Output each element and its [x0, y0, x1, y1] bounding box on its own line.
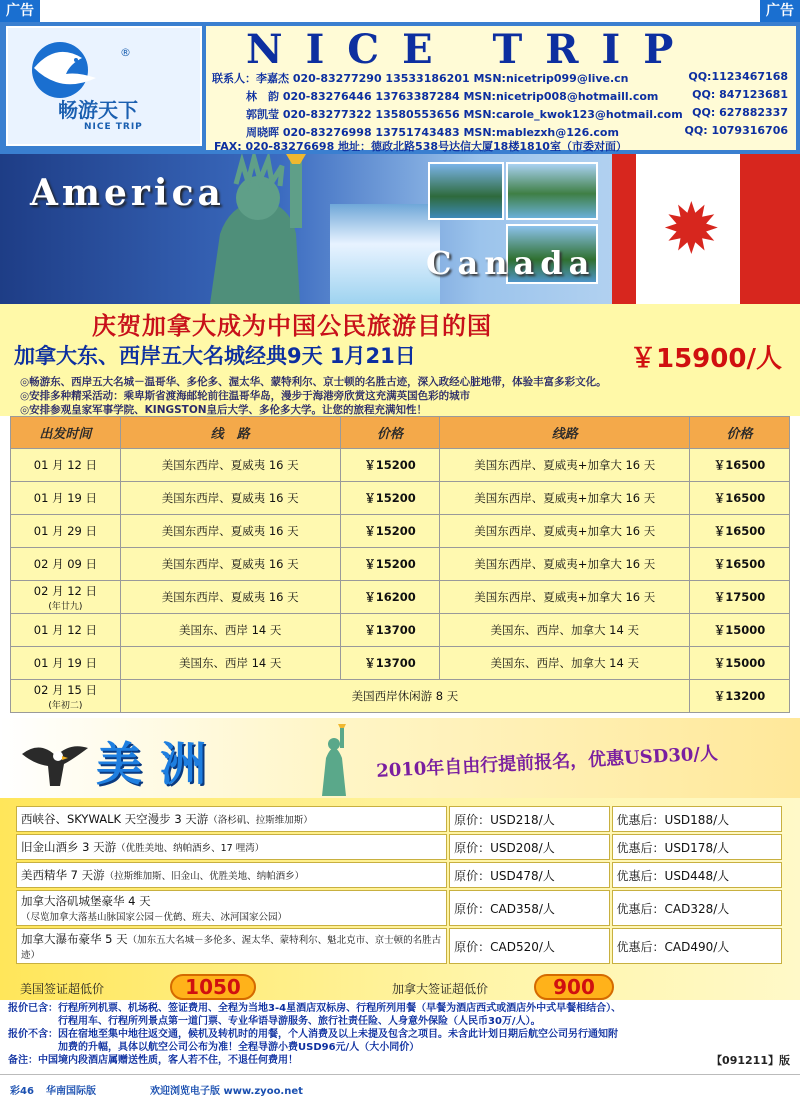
promo-title: 庆贺加拿大成为中国公民旅游目的国: [92, 312, 492, 340]
ca-visa-price: 900: [534, 974, 614, 1000]
route-cell: 美国东西岸、夏威夷+加拿大 16 天: [440, 548, 690, 581]
forest-photo: [506, 162, 598, 220]
date-cell: 01 月 12 日: [11, 449, 121, 482]
date-cell: 02 月 15 日 (年初二): [11, 680, 121, 713]
hero-banner: [0, 154, 800, 304]
price-cell: ￥15200: [340, 449, 440, 482]
maple-leaf-icon: ✹: [662, 188, 721, 270]
price-cell: ￥15000: [690, 647, 790, 680]
package-row[interactable]: [16, 928, 782, 964]
package-row[interactable]: [16, 890, 782, 926]
note-line: 行程用车、行程所列景点第一道门票、专业华语导游服务、旅行社责任险、人身意外保险（人民币30万/人）。: [8, 1016, 541, 1027]
route-cell: 美国东西岸、夏威夷+加拿大 16 天: [440, 482, 690, 515]
ad-label-left: 广告: [0, 0, 40, 22]
route-cell: 美国东西岸、夏威夷 16 天: [120, 449, 340, 482]
ad-label-right: 广告: [760, 0, 800, 22]
us-visa-label: 美国签证超低价: [20, 982, 105, 996]
registered-mark: ®: [120, 46, 131, 59]
col-header-price-2: 价格: [690, 417, 790, 449]
date-cell: 01 月 12 日: [11, 614, 121, 647]
route-cell: 美国东、西岸 14 天: [120, 647, 340, 680]
table-row[interactable]: [11, 449, 790, 482]
date-cell: 02 月 12 日 (年廿九): [11, 581, 121, 614]
package-row[interactable]: [16, 834, 782, 860]
table-row[interactable]: [11, 482, 790, 515]
waterfall-image: [330, 204, 440, 304]
table-row[interactable]: [11, 647, 790, 680]
america-word: America: [30, 172, 225, 214]
table-row[interactable]: [11, 680, 790, 713]
route-cell: 美国东西岸、夏威夷 16 天: [120, 482, 340, 515]
table-header-row: [11, 417, 790, 449]
contact-row: 联系人：李嘉杰 020-83277290 13533186201 MSN:nicetrip099@live.cn: [212, 72, 629, 85]
original-price-cell: 原价：CAD358/人: [449, 890, 609, 926]
note-line: 备注：中国境内段酒店属赠送性质，客人若不住，不退任何费用！: [8, 1055, 298, 1066]
original-price-cell: 原价：USD478/人: [449, 862, 609, 888]
col-header-route-2: 线路: [440, 417, 690, 449]
date-cell: 01 月 19 日: [11, 647, 121, 680]
note-line: 报价不含：因在宿地至集中地往返交通，候机及转机时的用餐，个人消费及以上未提及包含之项目。未含此计划日期后航空公司另行通知附: [8, 1029, 618, 1040]
us-visa-price: 1050: [170, 974, 256, 1000]
price-cell: ￥15200: [340, 548, 440, 581]
route-cell: 美国东西岸、夏威夷 16 天: [120, 515, 340, 548]
promo-bullet: ◎畅游东、西岸五大名城－温哥华、多伦多、渥太华、蒙特利尔、京士顿的名胜古迹，深入政经心脏地带，体验丰富多彩文化。: [20, 376, 607, 388]
price-cell: ￥16500: [690, 548, 790, 581]
route-cell: 美国东西岸、夏威夷 16 天: [120, 581, 340, 614]
price-cell: ￥16500: [690, 515, 790, 548]
canada-promo: [0, 304, 800, 416]
america-title: 美洲: [96, 737, 224, 791]
date-cell: 02 月 09 日: [11, 548, 121, 581]
package-name-cell: 旧金山酒乡 3 天游（优胜美地、纳帕酒乡、17 哩湾）: [16, 834, 447, 860]
footer: [0, 1074, 800, 1100]
package-row[interactable]: [16, 806, 782, 832]
package-name-cell: 西峡谷、SKYWALK 天空漫步 3 天游（洛杉矶、拉斯维加斯）: [16, 806, 447, 832]
price-cell: ￥13700: [340, 647, 440, 680]
logo-en-name: NICE TRIP: [84, 122, 143, 132]
original-price-cell: 原价：USD218/人: [449, 806, 609, 832]
contact-row: 郭凯莹 020-83277322 13580553656 MSN:carole_kwok123@hotmail.com: [246, 108, 683, 121]
page-number: 彩46: [10, 1086, 34, 1097]
discount-price-cell: 优惠后：CAD328/人: [612, 890, 782, 926]
logo-cn-name: 畅游天下: [58, 98, 138, 122]
route-cell: 美国东、西岸、加拿大 14 天: [440, 647, 690, 680]
route-cell: 美国东西岸、夏威夷 16 天: [120, 548, 340, 581]
brand-title: NICE TRIP: [246, 26, 697, 73]
visa-row: [20, 974, 780, 1000]
package-row[interactable]: [16, 862, 782, 888]
header: [0, 22, 800, 154]
america-section-header: [0, 718, 800, 798]
discount-price-cell: 优惠后：USD448/人: [612, 862, 782, 888]
logo[interactable]: [6, 26, 202, 146]
date-cell: 01 月 29 日: [11, 515, 121, 548]
ca-visa-label: 加拿大签证超低价: [392, 982, 489, 996]
free-travel-promo: 2010年自由行提前报名，优惠USD30/人: [375, 743, 719, 782]
promo-price: ￥15900/人: [630, 344, 782, 374]
contact-qq: QQ: 847123681: [692, 88, 788, 101]
route-cell: 美国西岸休闲游 8 天: [120, 680, 689, 713]
original-price-cell: 原价：CAD520/人: [449, 928, 609, 964]
price-cell: ￥15200: [340, 515, 440, 548]
route-cell: 美国东、西岸 14 天: [120, 614, 340, 647]
table-row[interactable]: [11, 614, 790, 647]
eagle-icon: [20, 734, 90, 794]
canada-flag: [612, 154, 800, 304]
flag-bar-right: [740, 154, 800, 304]
original-price-cell: 原价：USD208/人: [449, 834, 609, 860]
note-line: 加费的升幅，具体以航空公司公布为准！全程导游小费USD96元/人（大小同价）: [8, 1042, 420, 1053]
tour-schedule-table: [10, 416, 790, 713]
flag-bar-left: [612, 154, 636, 304]
col-header-date: 出发时间: [11, 417, 121, 449]
table-row[interactable]: [11, 581, 790, 614]
date-note: (年初二): [48, 700, 83, 711]
contact-row: 林 韵 020-83276446 13763387284 MSN:nicetrip008@hotmaill.com: [246, 90, 659, 103]
discount-price-cell: 优惠后：USD178/人: [612, 834, 782, 860]
price-cell: ￥13200: [690, 680, 790, 713]
price-cell: ￥16200: [340, 581, 440, 614]
route-cell: 美国东西岸、夏威夷+加拿大 16 天: [440, 449, 690, 482]
contact-row: 周晓晖 020-83276998 13751743483 MSN:mablezxh@126.com: [246, 126, 619, 139]
promo-subtitle: 加拿大东、西岸五大名城经典9天 1月21日: [14, 344, 416, 368]
price-cell: ￥16500: [690, 482, 790, 515]
date-note: (年廿九): [48, 601, 83, 612]
contact-qq: QQ:1123467168: [688, 70, 788, 83]
route-cell: 美国东、西岸、加拿大 14 天: [440, 614, 690, 647]
dove-logo-icon: [26, 38, 106, 102]
canada-word: Canada: [426, 244, 596, 282]
col-header-price: 价格: [340, 417, 440, 449]
contact-box: [206, 26, 796, 153]
promo-bullet: ◎安排多种精采活动：乘卑斯省渡海邮轮前往温哥华岛，漫步于海港旁欣赏这充满英国色彩的城市: [20, 390, 471, 402]
price-cell: ￥17500: [690, 581, 790, 614]
route-cell: 美国东西岸、夏威夷+加拿大 16 天: [440, 515, 690, 548]
package-name-cell: 加拿大瀑布豪华 5 天（加东五大名城－多伦多、渥太华、蒙特利尔、魁北克市、京士顿的名胜古迹）: [16, 928, 447, 964]
contact-qq: QQ: 627882337: [692, 106, 788, 119]
fax-address-line: FAX: 020-83276698 地址：德政北路538号达信大厦18楼1810室（市委对面）: [214, 140, 627, 153]
version-code: 【091211】版: [711, 1054, 790, 1067]
route-cell: 美国东西岸、夏威夷+加拿大 16 天: [440, 581, 690, 614]
price-cell: ￥15000: [690, 614, 790, 647]
package-name-cell: 美西精华 7 天游（拉斯维加斯、旧金山、优胜美地、纳帕酒乡）: [16, 862, 447, 888]
footer-brand: 华南国际版: [46, 1086, 96, 1097]
price-cell: ￥15200: [340, 482, 440, 515]
col-header-route: 线 路: [120, 417, 340, 449]
package-table: [14, 804, 784, 966]
contact-qq: QQ: 1079316706: [684, 124, 788, 137]
package-section: [0, 798, 800, 1000]
date-cell: 01 月 19 日: [11, 482, 121, 515]
discount-price-cell: 优惠后：CAD490/人: [612, 928, 782, 964]
discount-price-cell: 优惠后：USD188/人: [612, 806, 782, 832]
statue-of-liberty-icon: [308, 724, 358, 796]
price-cell: ￥13700: [340, 614, 440, 647]
terms-notes: [0, 1000, 800, 1070]
table-row[interactable]: [11, 515, 790, 548]
note-line: 报价已含：行程所列机票、机场税、签证费用、全程为当地3-4星酒店双标房、行程所列用餐（早餐为酒店西式或酒店外中式早餐相结合）、: [8, 1003, 622, 1014]
price-cell: ￥16500: [690, 449, 790, 482]
package-name-cell: 加拿大洛矶城堡豪华 4 天 （尽览加拿大落基山脉国家公园－优鹤、班夫、冰河国家公园）: [16, 890, 447, 926]
promo-bullet: ◎安排参观皇家军事学院、KINGSTON皇后大学、多伦多大学。让您的旅程充满知性！: [20, 404, 428, 416]
lake-photo: [428, 162, 504, 220]
footer-website-link[interactable]: 欢迎浏览电子版 www.zyoo.net: [150, 1086, 303, 1097]
table-row[interactable]: [11, 548, 790, 581]
